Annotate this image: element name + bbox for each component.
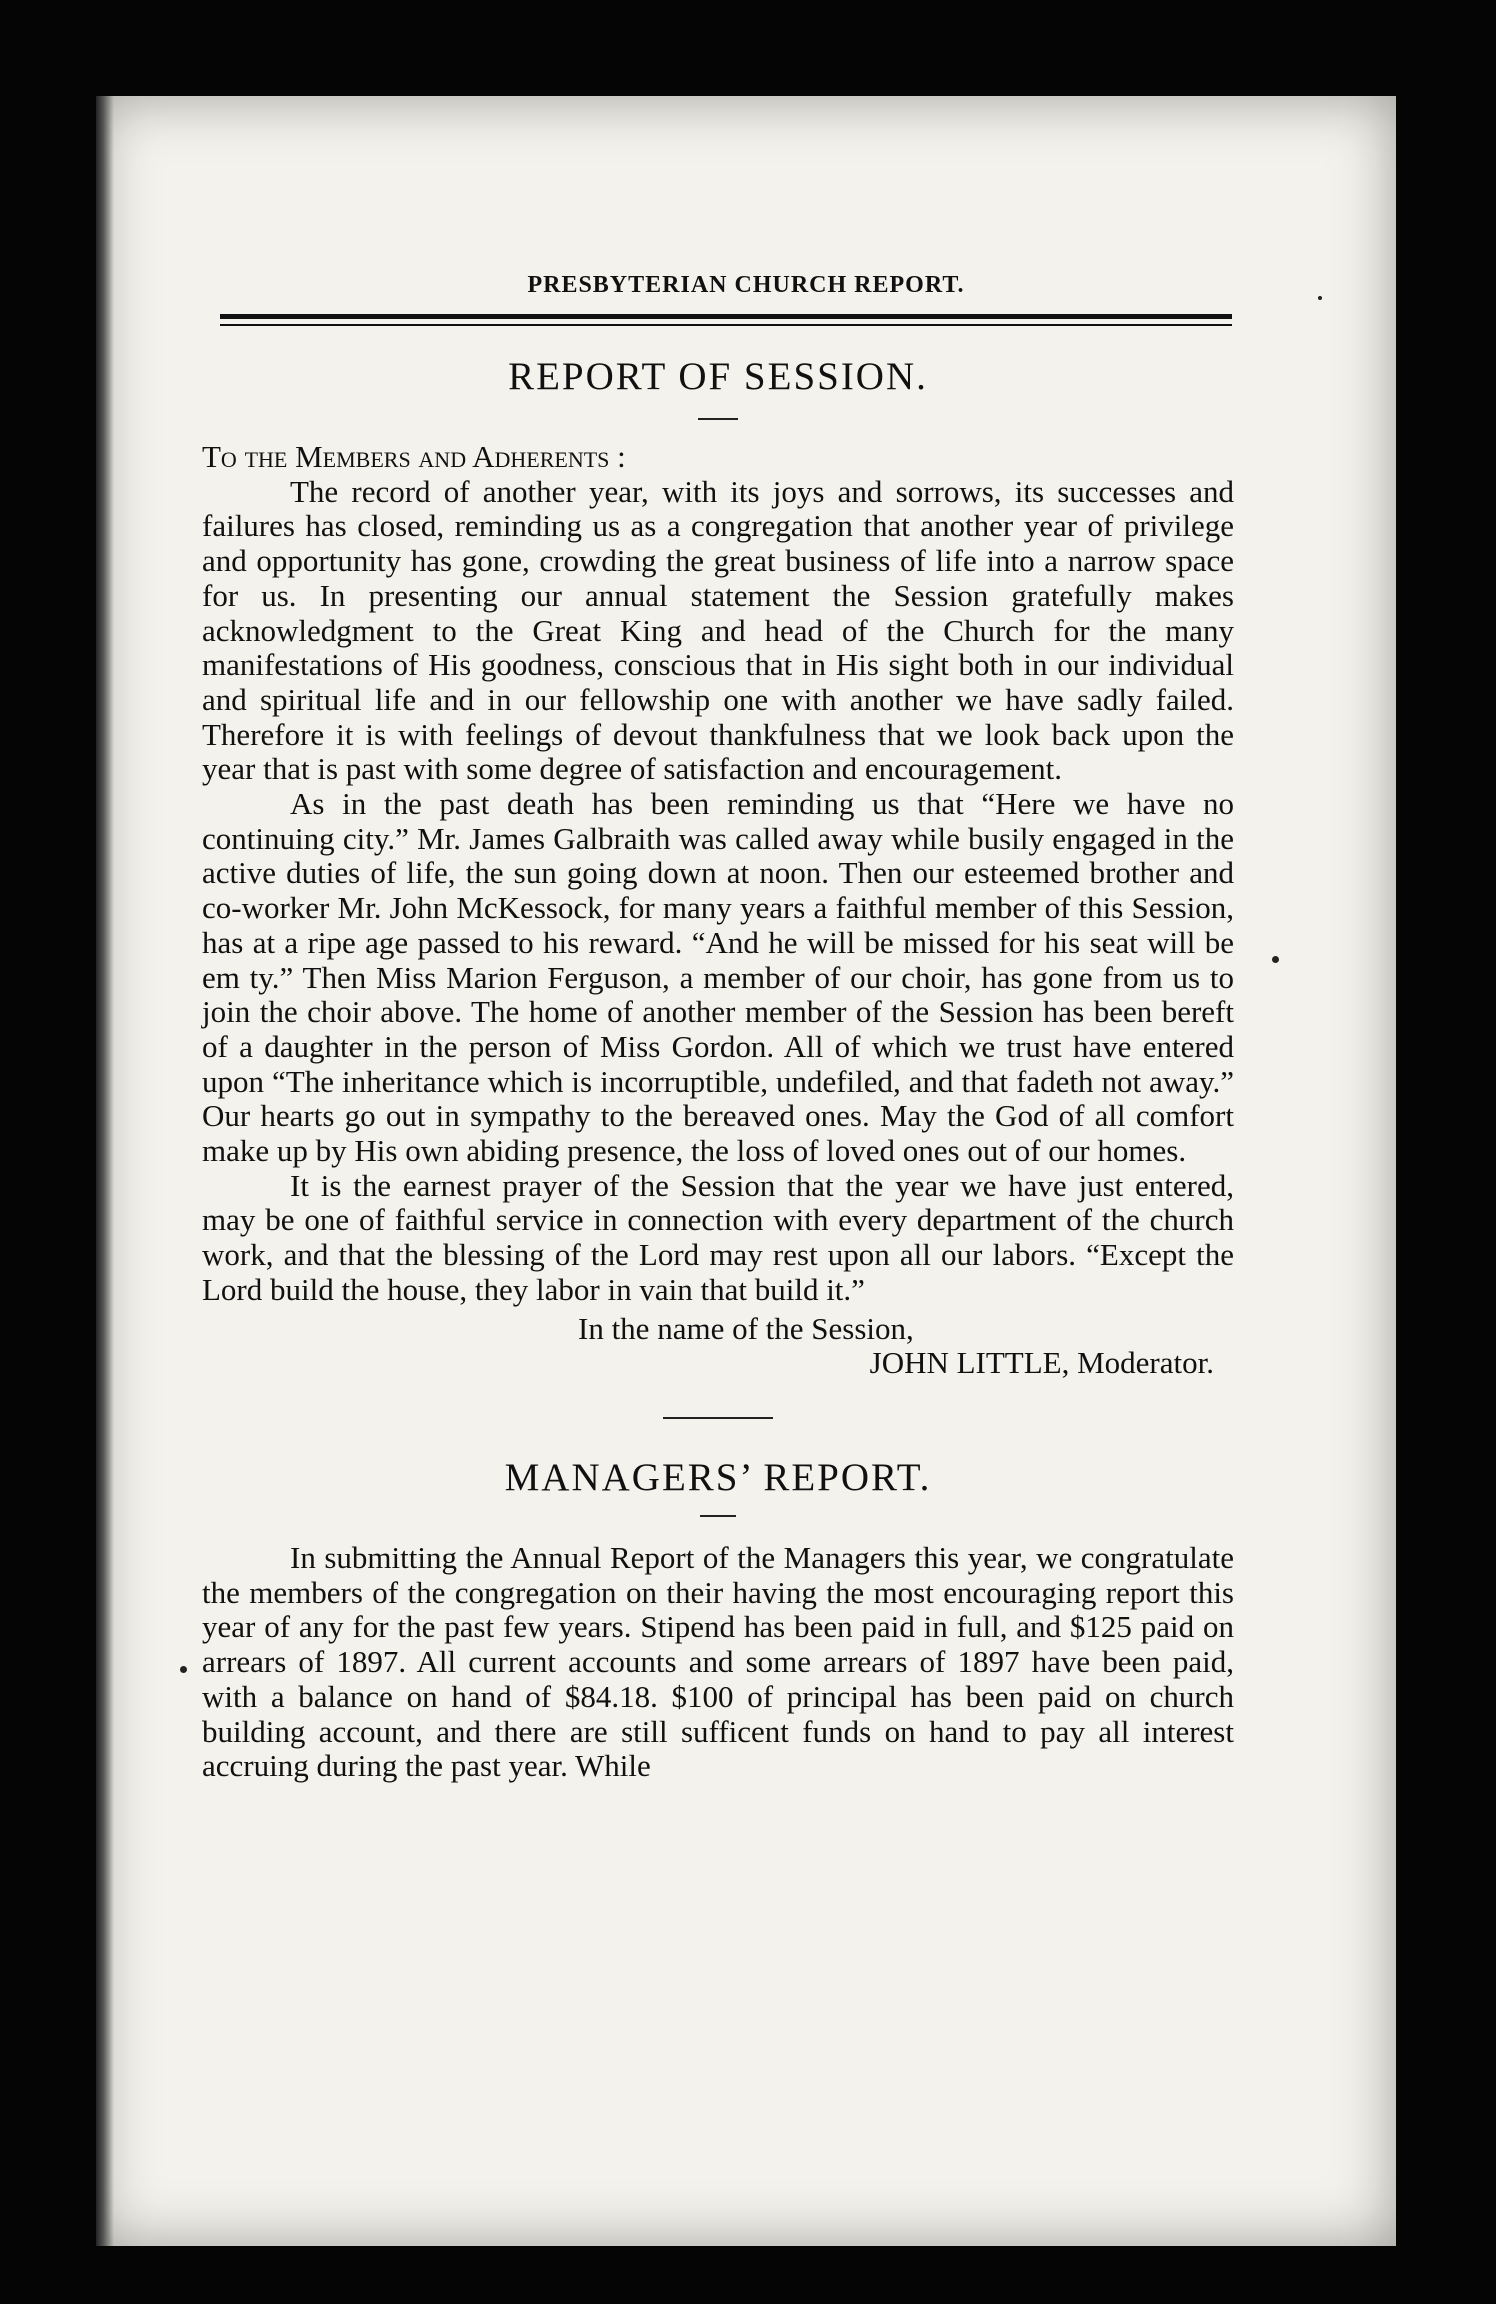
signoff-line: In the name of the Session, — [578, 1310, 914, 1346]
scan-speck — [1318, 296, 1322, 300]
running-head: PRESBYTERIAN CHURCH REPORT. — [527, 272, 965, 298]
title-dash — [698, 418, 738, 420]
managers-report-title: MANAGERS’ REPORT. — [504, 1455, 932, 1499]
scan-speck — [1272, 956, 1279, 963]
session-paragraph-2: As in the past death has been reminding us that “Here we have no continuing city.” Mr. James Galbraith was called away while busily engaged in the active duties of life, the sun going down at noon. Then our esteemed brother and co-worker Mr. John McKessock, for many years a faithful member of this Session, has at a ripe age passed to his reward. “And he will be missed for his seat will be em ty.” Then Miss Marion Ferguson, a member of our choir, has gone from us to join the choir above. The home of another member of the Session has been bereft of a daughter in the person of Miss Gordon. All of which we trust have entered upon “The inheritance which is incorruptible, undefiled, and that fadeth not away.” Our hearts go out in sympathy to the bereaved ones. May the God of all comfort make up by His own abiding presence, the loss of loved ones out of our homes. — [202, 786, 1234, 1169]
session-paragraph-3: It is the earnest prayer of the Session that the year we have just entered, may be one of faithful service in connection with every department of the church work, and that the blessing of the Lord may rest upon all our labors. “Except the Lord build the house, they labor in vain that build it.” — [202, 1167, 1234, 1307]
session-paragraph-1: The record of another year, with its joys and sorrows, its successes and failures has closed, reminding us as a congregation that another year of privilege and opportunity has gone, crowding the great business of life into a narrow space for us. In presenting our annual statement the Session gratefully makes acknowledgment to the Great King and head of the Church for the many manifestations of His goodness, conscious that in His sight both in our individual and spiritual life and in our fellowship one with another we have sadly failed. Therefore it is with feelings of devout thankfulness that we look back upon the year that is past with some degree of satisfaction and encouragement. — [202, 473, 1234, 787]
page-binding-edge — [96, 96, 114, 2246]
title-dash — [700, 1515, 736, 1517]
moderator-signature: JOHN LITTLE, Moderator. — [869, 1345, 1214, 1381]
document-page — [96, 96, 1396, 2246]
managers-paragraph: In submitting the Annual Report of the Managers this year, we congratulate the members of the congregation on their having the most encouraging report this year of any for the past few years. Stipend has been paid in full, and $125 paid on arrears of 1897. All current accounts and some arrears of 1897 have been paid, with a balance on hand of $84.18. $100 of principal has been paid on church building account, and there are still sufficent funds on hand to pay all interest accruing during the past year. While — [202, 1539, 1234, 1784]
header-rule-thick — [220, 314, 1232, 319]
salutation: To the Members and Adherents : — [202, 439, 626, 474]
header-rule-thin — [220, 324, 1232, 326]
scan-speck — [180, 1666, 187, 1673]
report-body — [202, 346, 1234, 1784]
session-report-title: REPORT OF SESSION. — [508, 355, 928, 398]
section-separator — [663, 1417, 773, 1419]
